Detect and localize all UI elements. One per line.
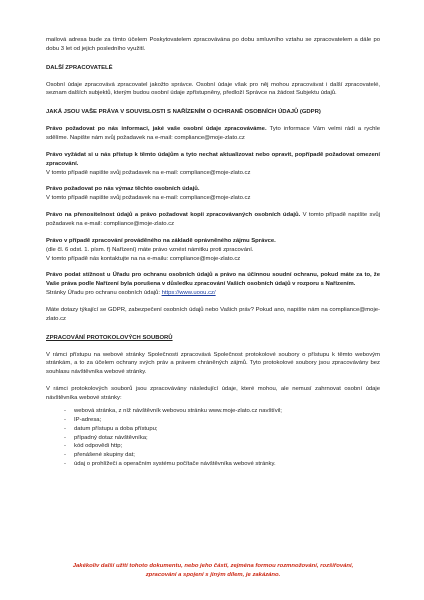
right-information-title: Právo požadovat po nás informaci, jaké vaše osobní údaje zpracováváme. [46,126,267,133]
list-item: - údaj o prohlížeči a operačním systému počítače návštěvníka webové stránky. [64,460,380,469]
processors-paragraph: Osobní údaje zpracovává zpracovatel jakožto správce. Osobní údaje však pro něj mohou zpracovávat i další zpracovatelé, seznam dalších subjektů, kterým budou osobní údaje zpřístupněny, předloží Správce na žádost Subjektu údajů. [46,81,380,97]
right-portability-text: V tomto případě napište svůj požadavek na e-mail: compliance@moje-zlato.cz [46,212,381,228]
section-heading-log-files: ZPRACOVÁNÍ PROTOKOLOVÝCH SOUBORŮ [46,334,173,341]
right-objection-text-2: V tomto případě nás kontaktujte na na e-mailu: compliance@moje-zlato.cz [46,255,241,262]
right-access-text: V tomto případě napište svůj požadavek na e-mail: compliance@moje-zlato.cz [46,169,251,176]
right-access-title: Právo vyžádat si u nás přístup k těmto údajům a tyto nechat aktualizovat nebo opravit, popřípadě požadovat omezení zpracování. [46,151,380,167]
copyright-notice [46,562,380,580]
log-data-list [64,407,380,469]
copyright-line-2: zpracování a spojení s jiným dílem, je zakázáno. [145,572,281,579]
right-erasure-title: Právo požadovat po nás výmaz těchto osobních údajů. [46,186,200,193]
right-access [46,151,380,178]
list-item: - IP-adresa; [64,416,380,425]
list-item: - datum přístupu a doba přístupu; [64,425,380,434]
right-objection [46,237,380,264]
log-files-paragraph-2: V rámci protokolových souborů jsou zpracovávány následující údaje, které mohou, ale nemusí zahrnovat osobní údaje návštěvníka webové stránky: [46,386,380,402]
uoou-link[interactable]: https://www.uoou.cz/ [161,290,216,297]
copyright-line-1: Jakékoliv další užití tohoto dokumentu, nebo jeho části, zejména formou rozmnožování, rozšiřování, [72,563,354,569]
list-item: - webová stránka, z níž návštěvník webovou stránku www.moje-zlato.cz navštívil; [64,407,380,416]
log-files-paragraph-1: V rámci přístupu na webové stránky Společnosti zpracovává Společnost protokolové soubory o přístupu k těmto webovým stránkám, a to za účelem ochrany svých práv a právem chráněných zájmů. Tyto protokolové soubory jsou zpracovávány bez souhlasu návštěvníka webové stránky. [46,351,380,376]
list-item: - kód odpovědi http; [64,442,380,451]
right-complaint-title: Právo podat stížnost u Úřadu pro ochranu osobních údajů a právo na účinnou soudní ochranu, pokud máte za to, že Vaše práva podle Nařízení byla porušena v důsledku zpracování Vašich osobních údajů v rozporu s Nařízením. [46,272,380,288]
right-erasure [46,185,380,203]
right-complaint [46,271,380,298]
right-objection-text-1: (dle čl. 6 odst. 1. písm. f) Nařízení) máte právo vznést námitku proti zpracování. [46,246,254,253]
document-body [46,36,380,469]
section-heading-processors: DALŠÍ ZPRACOVATELÉ [46,64,113,71]
questions-paragraph: Máte dotazy týkající se GDPR, zabezpečení osobních údajů nebo Vašich práv? Pokud ano, napište nám na compliance@moje-zlato.cz [46,307,380,322]
right-erasure-text: V tomto případě napište svůj požadavek na e-mail: compliance@moje-zlato.cz [46,195,251,202]
right-information-text: Tyto informace Vám velmi rádi a rychle sdělíme. Napište nám svůj požadavek na e-mail: compliance@moje-zlato.cz [46,126,380,142]
right-portability [46,211,380,229]
section-heading-rights: JAKÁ JSOU VAŠE PRÁVA V SOUVISLOSTI S NAŘÍZENÍM O OCHRANĚ OSOBNÍCH ÚDAJŮ (GDPR) [46,109,321,116]
list-item: - případný dotaz návštěvníka; [64,434,380,443]
right-portability-title: Právo na přenositelnost údajů a právo požadovat kopii zpracovávaných osobních údajů. [46,212,301,219]
right-objection-title: Právo v případě zpracování prováděného na základě oprávněného zájmu Správce. [46,237,276,244]
right-complaint-text: Stránky Úřadu pro ochranu osobních údajů: [46,290,162,297]
right-information [46,125,380,143]
list-item: - přenášené skupiny dat; [64,451,380,460]
intro-paragraph: mailová adresa bude za tímto účelem Poskytovatelem zpracovávána po dobu smluvního vztahu se zpracovatelem a dále po dobu 3 let od jejich posledního využití. [46,37,380,52]
